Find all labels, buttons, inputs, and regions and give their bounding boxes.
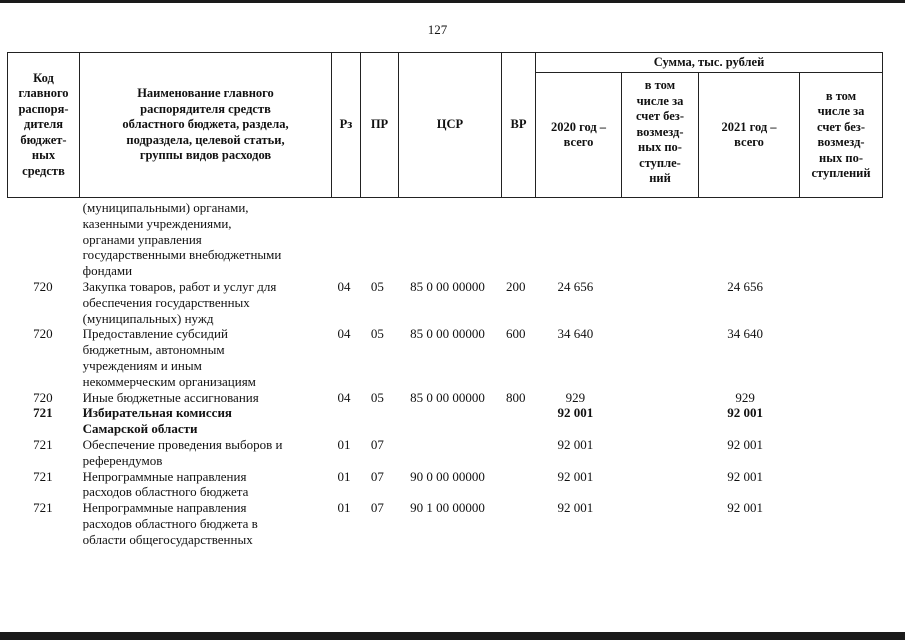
header-line: всего [734, 135, 764, 149]
cell-name [79, 500, 330, 547]
cell-code [7, 200, 79, 279]
cell-vr [499, 500, 533, 547]
cell-csr: 90 1 00 00000 [410, 500, 485, 516]
header-line: бюджет- [20, 132, 67, 147]
name-line: расходов областного бюджета [82, 484, 249, 500]
name-line: расходов областного бюджета в [82, 515, 258, 531]
name-line: Самарской области [82, 421, 198, 437]
cell-name [79, 200, 330, 279]
cell-csr: 85 0 00 00000 [410, 326, 485, 342]
table-row [7, 500, 882, 547]
name-line: области общегосударственных [82, 531, 253, 547]
cell-2021-total [695, 200, 796, 279]
cell-code: 721 [33, 468, 53, 484]
header-line: ний [649, 171, 671, 185]
header-line: в том [825, 88, 857, 103]
cell-2021-total: 92 001 [727, 436, 763, 452]
table-row [7, 279, 882, 326]
cell-2021-total: 34 640 [727, 326, 763, 342]
cell-code: 721 [33, 405, 53, 421]
header-line: возмезд- [636, 124, 684, 139]
cell-csr: 85 0 00 00000 [410, 278, 485, 294]
cell-2020-total: 929 [565, 389, 586, 405]
cell-2021-total: 92 001 [727, 405, 763, 421]
header-2021-total [699, 73, 800, 198]
header-line: ных [31, 148, 56, 163]
cell-pr: 07 [370, 436, 384, 452]
table-body [7, 200, 882, 548]
header-line: подраздела, целевой статьи, [126, 132, 285, 147]
header-line: всего [563, 135, 594, 149]
cell-pr [358, 405, 396, 437]
cell-2021-gratis [795, 437, 882, 469]
cell-2021-total: 24 656 [727, 278, 763, 294]
cell-rz: 04 [337, 389, 351, 405]
cell-code: 721 [33, 436, 53, 452]
cell-vr [499, 437, 533, 469]
name-line: органами управления [82, 231, 202, 247]
cell-2021-gratis [795, 200, 882, 279]
header-rz: Рз [332, 53, 361, 198]
name-line: Избирательная комиссия [82, 405, 232, 421]
name-line: (муниципальных) нужд [82, 310, 214, 326]
cell-2020-gratis [618, 405, 695, 437]
table-row [7, 390, 882, 406]
table-rows [7, 200, 882, 548]
cell-2021-gratis [795, 469, 882, 501]
header-line: областного бюджета, раздела, [122, 117, 289, 132]
name-line: обеспечения государственных [82, 294, 250, 310]
header-line: распоря- [18, 101, 69, 116]
cell-2020-total: 92 001 [557, 405, 594, 421]
name-line: Предоставление субсидий [82, 326, 228, 342]
cell-name [79, 279, 330, 326]
name-line: бюджетным, автономным [82, 342, 225, 358]
scan-edge-top [0, 0, 905, 3]
cell-csr [396, 405, 499, 437]
cell-code: 720 [33, 326, 53, 342]
header-csr: ЦСР [399, 53, 502, 198]
cell-vr: 800 [505, 389, 526, 405]
cell-2020-gratis [618, 500, 695, 547]
table-row [7, 437, 882, 469]
name-line: Непрограммные направления [82, 500, 247, 516]
header-line: ступле- [639, 155, 681, 170]
name-line: Закупка товаров, работ и услуг для [82, 278, 277, 294]
header-line: счет без- [817, 119, 865, 134]
header-2020-total [536, 73, 622, 198]
cell-2020-gratis [618, 390, 695, 406]
cell-pr [358, 200, 396, 279]
name-line: некоммерческим организациям [82, 373, 256, 389]
page-number: 127 [427, 22, 448, 37]
cell-name [79, 469, 330, 501]
cell-name [79, 405, 330, 437]
cell-2021-gratis [795, 326, 882, 389]
name-line: Иные бюджетные ассигнования [82, 389, 259, 405]
cell-2020-gratis [618, 469, 695, 501]
header-line: группы видов расходов [139, 148, 272, 163]
cell-2020-total: 24 656 [557, 278, 594, 294]
table-row [7, 200, 882, 279]
header-line: Наименование главного [137, 86, 274, 101]
table-header [7, 52, 883, 198]
header-2020-gratis [622, 73, 699, 198]
cell-2020-total: 34 640 [557, 326, 594, 342]
cell-rz [330, 405, 359, 437]
cell-pr: 05 [370, 326, 384, 342]
cell-rz: 01 [337, 436, 351, 452]
header-line: счет без- [636, 109, 684, 123]
cell-name [79, 326, 330, 389]
cell-code: 720 [33, 389, 53, 405]
scan-edge-bottom [0, 632, 905, 640]
cell-vr [499, 200, 533, 279]
name-line: Обеспечение проведения выборов и [82, 436, 283, 452]
cell-rz: 04 [337, 326, 351, 342]
cell-vr: 600 [505, 326, 526, 342]
cell-2020-total: 92 001 [557, 500, 594, 516]
header-line: числе за [636, 93, 684, 108]
cell-csr [396, 437, 499, 469]
name-line: государственными внебюджетными [82, 247, 282, 263]
cell-vr [499, 469, 533, 501]
cell-vr [499, 405, 533, 437]
header-line: распорядителя средств [140, 101, 271, 116]
cell-rz: 04 [337, 278, 351, 294]
cell-csr: 90 0 00 00000 [410, 468, 485, 484]
name-line: казенными учреждениями, [82, 215, 232, 231]
header-line: Код [33, 70, 54, 85]
cell-pr: 05 [370, 389, 384, 405]
header-line: в том [644, 78, 676, 92]
cell-vr: 200 [505, 278, 526, 294]
cell-csr [396, 200, 499, 279]
header-line: ступлений [811, 166, 871, 180]
cell-rz: 01 [337, 500, 351, 516]
name-line: референдумов [82, 452, 163, 468]
table-row [7, 326, 882, 389]
cell-2020-total: 92 001 [557, 436, 594, 452]
cell-2020-gratis [618, 200, 695, 279]
cell-rz [330, 200, 359, 279]
cell-2020-gratis [618, 279, 695, 326]
header-line: ных по- [819, 150, 863, 165]
cell-2021-total: 92 001 [727, 500, 763, 516]
header-line: 2020 год – [550, 119, 607, 134]
table-row [7, 469, 882, 501]
cell-2021-gratis [795, 279, 882, 326]
name-line: Непрограммные направления [82, 468, 247, 484]
header-pr: ПР [361, 53, 399, 198]
header-line: главного [18, 86, 69, 101]
cell-2020-gratis [618, 326, 695, 389]
cell-2021-gratis [795, 500, 882, 547]
cell-2021-gratis [795, 405, 882, 437]
cell-code: 721 [33, 500, 53, 516]
cell-rz: 01 [337, 468, 351, 484]
header-line: числе за [817, 104, 865, 118]
header-line: возмезд- [817, 135, 865, 149]
cell-2020-total: 92 001 [557, 468, 594, 484]
name-line: фондами [82, 263, 133, 279]
header-vr: ВР [502, 53, 536, 198]
header-line: средств [22, 163, 65, 178]
header-sum: Сумма, тыс. рублей [536, 53, 883, 73]
cell-pr: 05 [370, 278, 384, 294]
header-line: 2021 год – [721, 119, 777, 134]
cell-2020-total [533, 200, 619, 279]
cell-2021-total: 92 001 [727, 468, 763, 484]
cell-csr: 85 0 00 00000 [410, 389, 485, 405]
cell-2021-total: 929 [735, 389, 755, 405]
cell-code: 720 [33, 278, 53, 294]
header-code [8, 53, 80, 198]
name-line: (муниципальными) органами, [82, 200, 249, 215]
cell-2021-gratis [795, 390, 882, 406]
cell-name [79, 390, 330, 406]
cell-pr: 07 [370, 468, 384, 484]
cell-2020-gratis [618, 437, 695, 469]
name-line: учреждениям и иным [82, 357, 202, 373]
cell-name [79, 437, 330, 469]
header-2021-gratis [800, 73, 883, 198]
header-name [80, 53, 332, 198]
header-line: ных по- [638, 140, 682, 154]
header-line: дителя [24, 117, 63, 132]
cell-pr: 07 [370, 500, 384, 516]
table-row [7, 405, 882, 437]
